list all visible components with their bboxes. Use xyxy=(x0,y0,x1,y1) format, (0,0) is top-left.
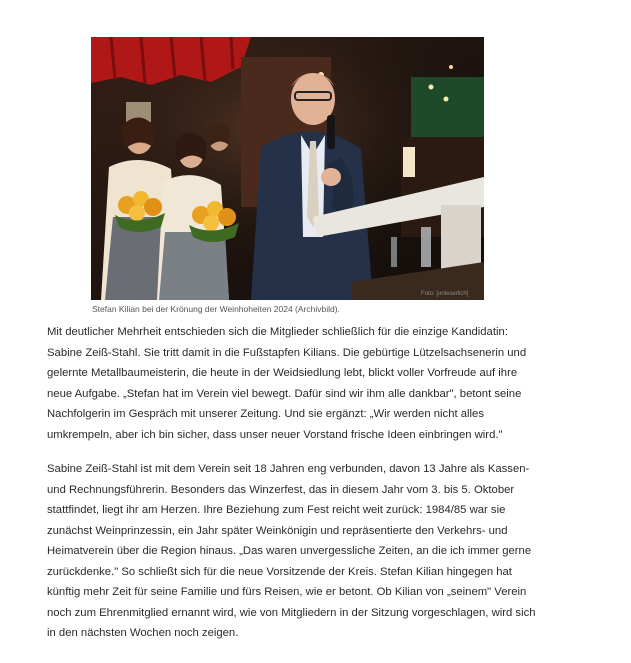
text-line: zurückdenke." So schließt sich für die neue Vorsitzende der Kreis. Stefan Kilian hingegen hat xyxy=(47,565,512,578)
text-line: umkrempeln, aber ich bin sicher, dass unser neuer Vorstand frische Ideen einbringen wird." xyxy=(47,428,503,441)
photo-watermark: Foto: [unleserlich] xyxy=(421,291,469,297)
text-line: und Rechnungsführerin. Besonders das Winzerfest, das in diesem Jahr vom 3. bis 5. Oktober xyxy=(47,483,515,496)
photo-caption: Stefan Kilian bei der Krönung der Weinhoheiten 2024 (Archivbild). xyxy=(92,304,340,314)
text-line: künftig mehr Zeit für seine Familie und fürs Reisen, wie er betont. Ob Kilian von „seinem" Verein xyxy=(47,586,527,598)
paragraph xyxy=(47,322,557,445)
text-line: Nachfolgerin im Gespräch mit unserer Zeitung. Und sie ergänzt: „Wir werden nicht alles xyxy=(47,408,484,420)
text-line: zunächst Weinprinzessin, ein Jahr später Weinkönigin und repräsentierte den Verkehrs- und xyxy=(47,524,508,537)
text-line: Heimatverein über die Region hinaus. „Das waren unvergessliche Zeiten, an die ich immer gerne xyxy=(47,545,532,557)
text-line: Mit deutlicher Mehrheit entschieden sich die Mitglieder schließlich für die einzige Kandidatin: xyxy=(47,326,508,338)
text-line: stattfindet, liegt ihr am Herzen. Ihre Beziehung zum Fest reicht weit zurück: 1984/85 war sie xyxy=(47,504,506,516)
text-line: gelernte Metallbaumeisterin, die heute in der Weidsiedlung lebt, blickt voller Vorfreude auf ihre xyxy=(47,367,518,379)
text-line: Sabine Zeiß-Stahl. Sie tritt damit in die Fußstapfen Kilians. Die gebürtige Lützelsachsenerin und xyxy=(47,346,527,359)
text-line: Sabine Zeiß-Stahl ist mit dem Verein seit 18 Jahren eng verbunden, davon 13 Jahre als Kassen- xyxy=(47,463,530,475)
article-photo xyxy=(91,37,484,300)
text-line: neue Aufgabe. „Stefan hat im Verein viel bewegt. Dafür sind wir ihm alle dankbar", betont seine xyxy=(47,387,522,400)
paragraph xyxy=(47,459,557,644)
article-body xyxy=(47,322,557,658)
text-line: noch zum Ehrenmitglied ernannt wird, wie von Mitgliedern in der Sitzung vorgeschlagen, wird sich xyxy=(47,606,536,619)
text-line: in den nächsten Wochen noch zeigen. xyxy=(47,627,239,639)
